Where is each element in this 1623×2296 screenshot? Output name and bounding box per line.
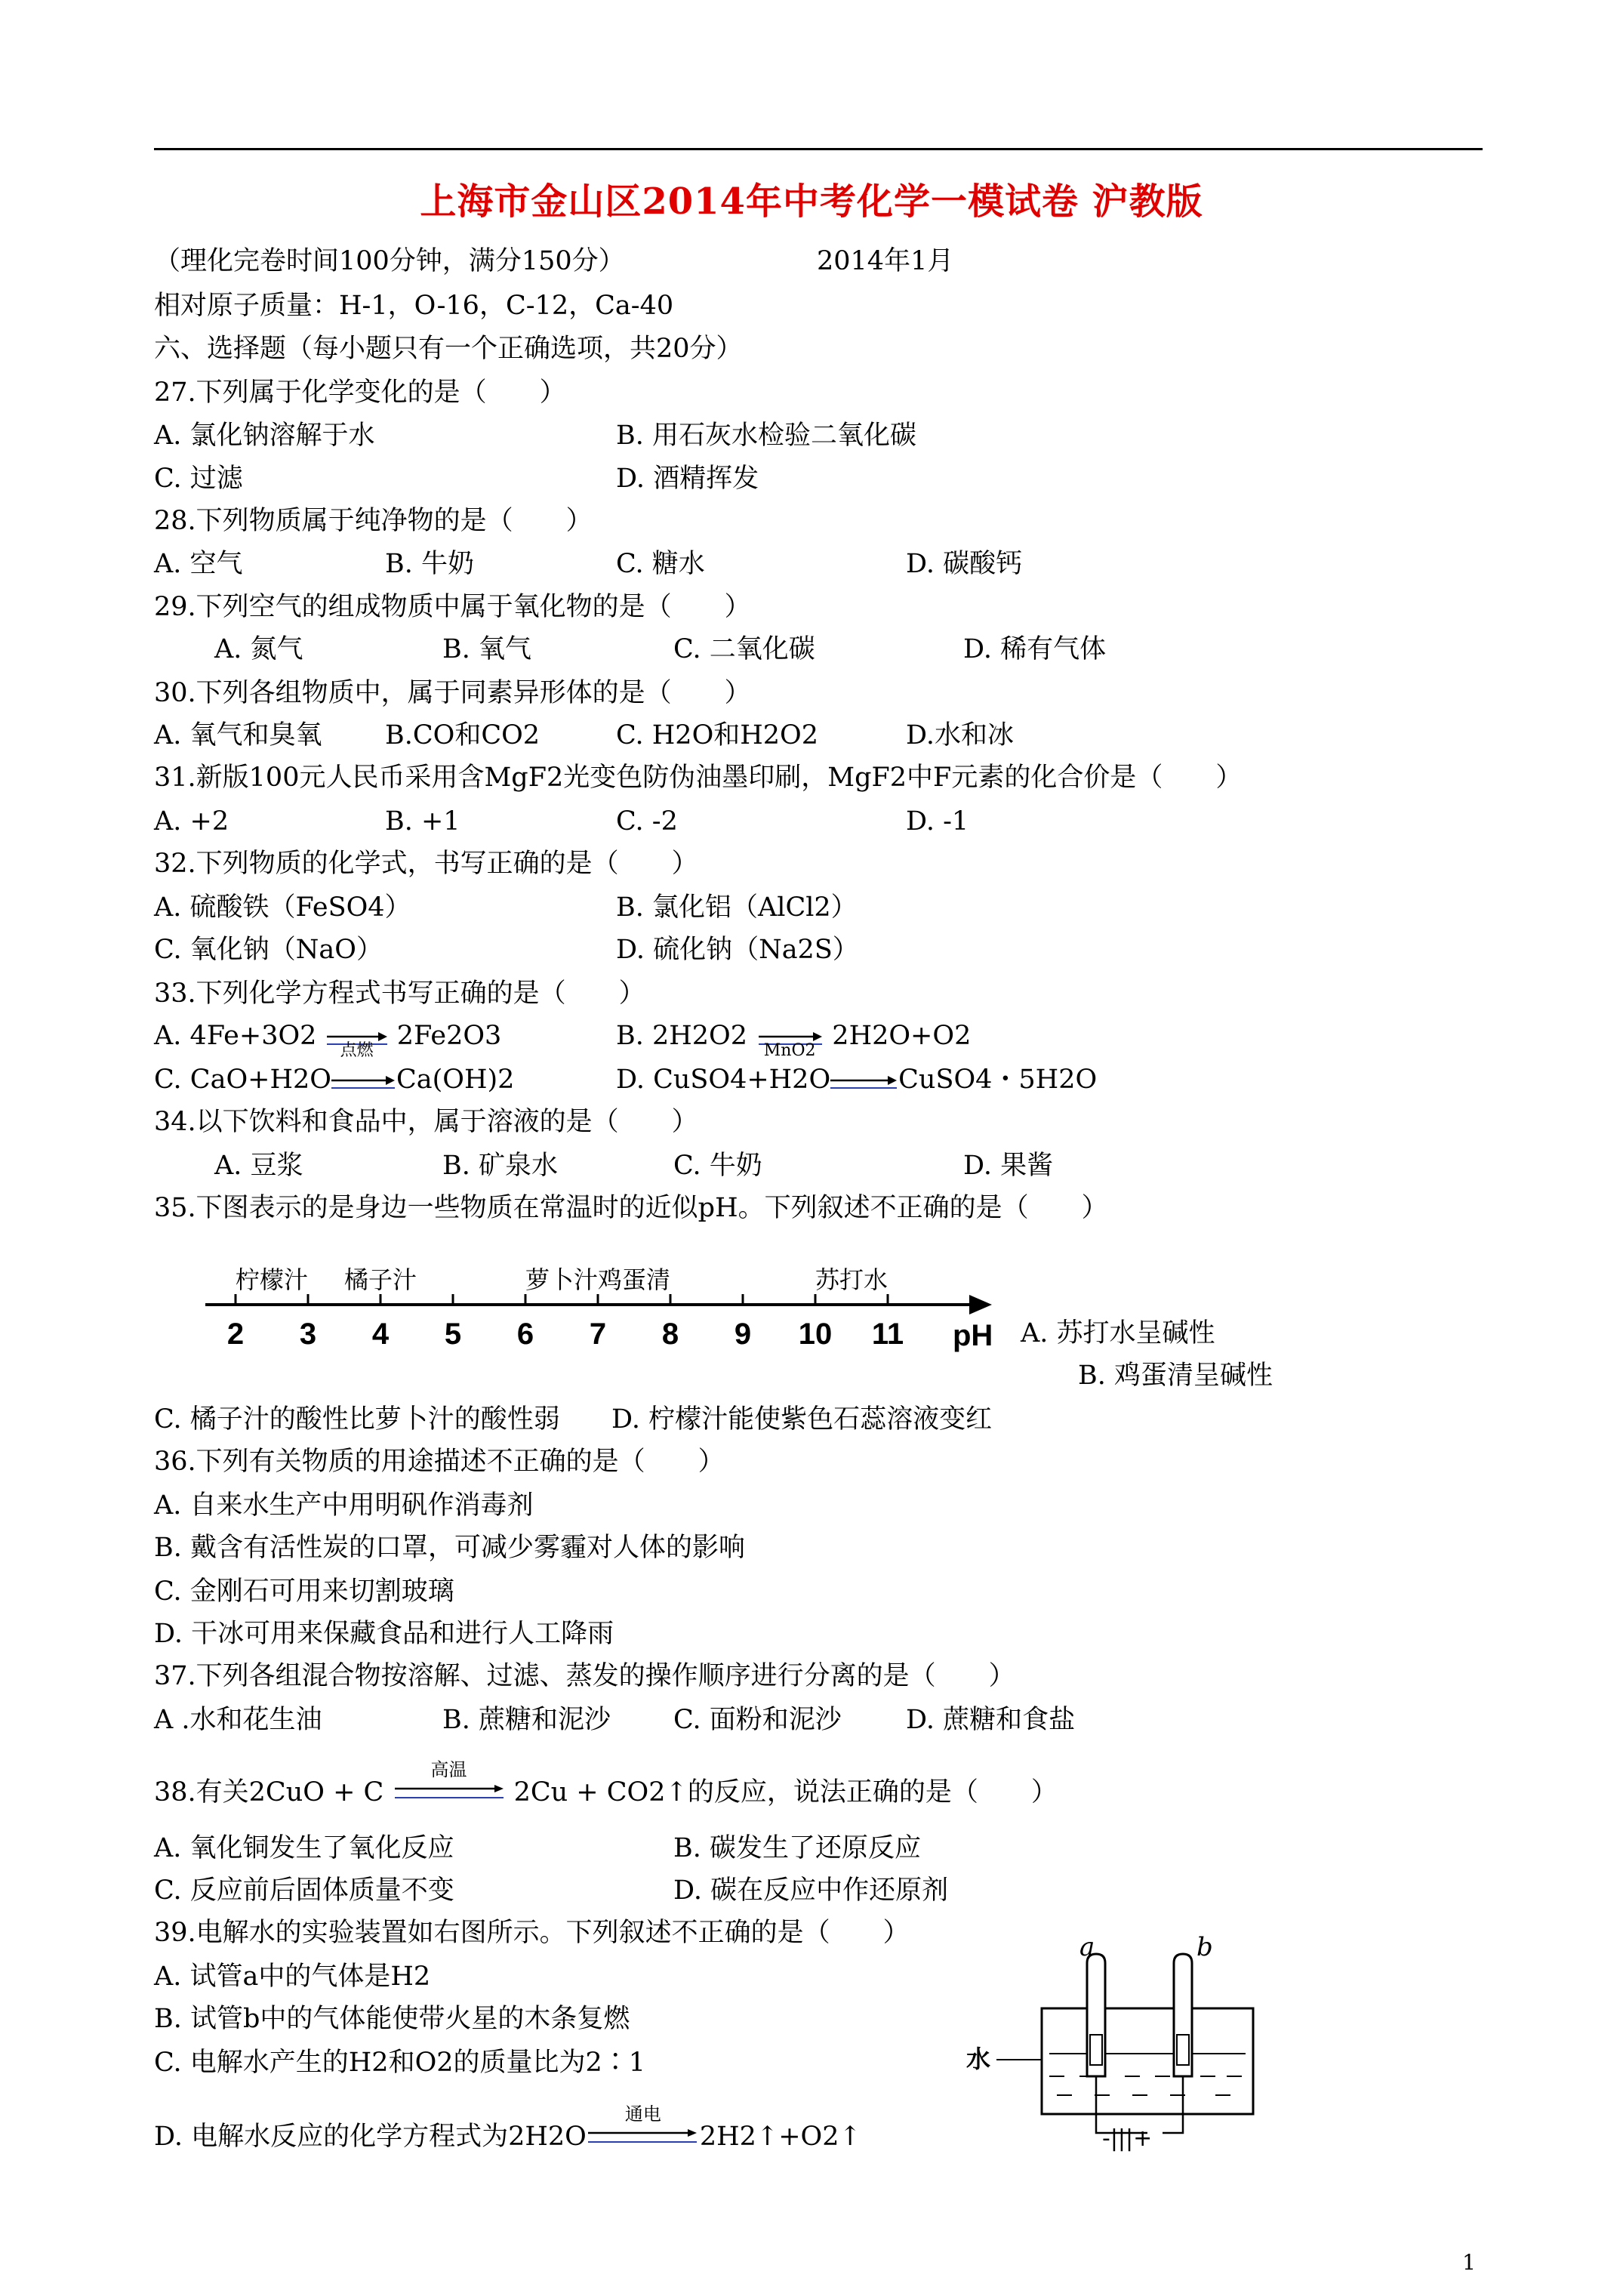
q31-option-b[interactable]: B. +1 (385, 806, 460, 837)
arrow-icon (830, 1070, 898, 1089)
ph-tick-label: 9 (734, 1318, 752, 1351)
arrow-icon (392, 1786, 505, 1801)
question-36-stem: 36.下列有关物质的用途描述不正确的是（ ） (154, 1447, 725, 1477)
q37-option-d[interactable]: D. 蔗糖和食盐 (906, 1705, 1076, 1735)
electrolysis-apparatus-figure (966, 1932, 1283, 2152)
q39-option-c[interactable]: C. 电解水产生的H2和O2的质量比为2∶1 (154, 2048, 646, 2078)
wire-b (1163, 2076, 1183, 2133)
q33-c-arrow (331, 1065, 396, 1098)
q39-option-d[interactable] (154, 2103, 861, 2153)
q34-option-c[interactable]: C. 牛奶 (673, 1151, 762, 1181)
q36-option-a[interactable]: A. 自来水生产中用明矾作消毒剂 (154, 1490, 534, 1521)
q34-option-a[interactable]: A. 豆浆 (214, 1151, 303, 1181)
wire-a (1096, 2076, 1147, 2133)
q39-d-arrow (587, 2103, 700, 2153)
q38-stem-pre: 38.有关2CuO + C (154, 1777, 384, 1808)
q32-option-b[interactable]: B. 氯化铝（AlCl2） (616, 892, 858, 923)
top-rule (154, 148, 1483, 150)
tube-b-label: b (1196, 1932, 1213, 1962)
q39-d-post: 2H2↑+O2↑ (699, 2122, 861, 2152)
battery-symbol: -|||+ (1102, 2125, 1153, 2152)
question-27-stem: 27.下列属于化学变化的是（ ） (154, 378, 566, 408)
q39-option-a[interactable]: A. 试管a中的气体是H2 (154, 1962, 431, 1992)
q29-option-b[interactable]: B. 氧气 (442, 634, 531, 664)
section-heading: 六、选择题（每小题只有一个正确选项，共20分） (154, 334, 743, 364)
q33-option-c[interactable] (154, 1063, 514, 1098)
q33-a-condition: 点燃 (340, 1040, 374, 1060)
q29-option-c[interactable]: C. 二氧化碳 (673, 634, 815, 664)
water-surface (1049, 2054, 1246, 2095)
ph-substance-label: 鸡蛋清 (597, 1265, 671, 1294)
q33-option-d[interactable] (616, 1063, 1097, 1098)
question-30-stem: 30.下列各组物质中，属于同素异形体的是（ ） (154, 678, 751, 708)
q33-a-products: 2Fe2O3 (396, 1021, 502, 1051)
ph-tick-label: 10 (798, 1318, 833, 1351)
q33-b-label: B. (616, 1021, 652, 1051)
q33-a-arrow (325, 1021, 389, 1060)
ph-substance-label: 苏打水 (815, 1265, 888, 1294)
q33-b-products: 2H2O+O2 (832, 1021, 972, 1051)
arrow-icon (587, 2130, 700, 2145)
q32-option-c[interactable]: C. 氧化钠（NaO） (154, 935, 383, 965)
q33-d-label: D. (616, 1065, 654, 1095)
q27-option-a[interactable]: A. 氯化钠溶解于水 (154, 421, 375, 451)
q35-option-c[interactable]: C. 橘子汁的酸性比萝卜汁的酸性弱 (154, 1404, 560, 1435)
question-38-stem (154, 1759, 1058, 1809)
q32-option-d[interactable]: D. 硫化钠（Na2S） (616, 935, 859, 965)
ph-tick-label: 8 (661, 1318, 679, 1351)
question-29-stem: 29.下列空气的组成物质中属于氧化物的是（ ） (154, 592, 751, 622)
q30-option-d[interactable]: D.水和冰 (906, 720, 1014, 750)
question-33-stem: 33.下列化学方程式书写正确的是（ ） (154, 978, 645, 1009)
q38-option-c[interactable]: C. 反应前后固体质量不变 (154, 1875, 454, 1906)
ph-scale-figure (198, 1253, 1006, 1351)
exam-date: 2014年1月 (817, 246, 954, 276)
q33-d-arrow (830, 1065, 898, 1098)
q31-option-d[interactable]: D. -1 (906, 806, 969, 837)
q37-option-c[interactable]: C. 面粉和泥沙 (673, 1705, 842, 1735)
ph-tick-label: 4 (371, 1318, 390, 1351)
q30-option-b[interactable]: B.CO和CO2 (385, 720, 540, 750)
atomic-mass: 相对原子质量：H-1，O-16，C-12，Ca-40 (154, 291, 674, 321)
q33-b-arrow (756, 1021, 824, 1060)
q33-a-label: A. (154, 1021, 190, 1051)
q35-option-a[interactable]: A. 苏打水呈碱性 (1021, 1318, 1215, 1348)
tube-a-label: a (1079, 1932, 1095, 1962)
question-35-stem: 35.下图表示的是身边一些物质在常温时的近似pH。下列叙述不正确的是（ ） (154, 1193, 1108, 1223)
q33-b-reactants: 2H2O2 (651, 1021, 748, 1051)
q32-option-a[interactable]: A. 硫酸铁（FeSO4） (154, 892, 411, 923)
q38-option-b[interactable]: B. 碳发生了还原反应 (673, 1833, 921, 1863)
ph-tick-label: 3 (299, 1318, 317, 1351)
ph-tick-label: 11 (871, 1318, 904, 1351)
q39-d-pre: D. 电解水反应的化学方程式为2H2O (154, 2122, 587, 2152)
ph-unit-label: pH (953, 1319, 993, 1352)
q39-d-condition: 通电 (624, 2103, 661, 2125)
q27-option-b[interactable]: B. 用石灰水检验二氧化碳 (616, 421, 916, 451)
q28-option-a[interactable]: A. 空气 (154, 549, 243, 579)
ph-tick-label: 6 (516, 1318, 534, 1351)
q31-option-c[interactable]: C. -2 (616, 806, 678, 837)
ph-substance-label: 萝卜汁 (525, 1265, 599, 1294)
q27-option-c[interactable]: C. 过滤 (154, 464, 243, 494)
question-34-stem: 34.以下饮料和食品中，属于溶液的是（ ） (154, 1107, 698, 1137)
q36-option-c[interactable]: C. 金刚石可用来切割玻璃 (154, 1576, 454, 1607)
q33-a-reactants: 4Fe+3O2 (189, 1021, 317, 1051)
q28-option-b[interactable]: B. 牛奶 (385, 549, 474, 579)
q28-option-d[interactable]: D. 碳酸钙 (906, 549, 1023, 579)
q27-option-d[interactable]: D. 酒精挥发 (616, 464, 759, 494)
q29-option-d[interactable]: D. 稀有气体 (963, 634, 1107, 664)
ph-tick-label: 7 (589, 1318, 607, 1351)
page-title: 上海市金山区2014年中考化学一模试卷 沪教版 (420, 180, 1203, 223)
ph-tick-label: 5 (444, 1318, 462, 1351)
q38-stem-post: 2Cu + CO2↑的反应，说法正确的是（ ） (513, 1777, 1058, 1808)
page-number: 1 (1462, 2250, 1476, 2275)
q30-option-c[interactable]: C. H2O和H2O2 (616, 720, 819, 750)
ph-substance-label: 橘子汁 (343, 1265, 417, 1294)
q34-option-d[interactable]: D. 果酱 (963, 1151, 1054, 1181)
q38-option-d[interactable]: D. 碳在反应中作还原剂 (673, 1875, 949, 1906)
q34-option-b[interactable]: B. 矿泉水 (442, 1151, 558, 1181)
q39-option-b[interactable]: B. 试管b中的气体能使带火星的木条复燃 (154, 2004, 630, 2034)
q38-arrow (392, 1759, 505, 1809)
q28-option-c[interactable]: C. 糖水 (616, 549, 705, 579)
exam-info: （理化完卷时间100分钟，满分150分） (154, 246, 625, 276)
q36-option-d[interactable]: D. 干冰可用来保藏食品和进行人工降雨 (154, 1619, 614, 1649)
q37-option-a[interactable]: A .水和花生油 (154, 1705, 322, 1735)
question-37-stem: 37.下列各组混合物按溶解、过滤、蒸发的操作顺序进行分离的是（ ） (154, 1661, 1015, 1691)
q33-d-reactants: CuSO4+H2O (653, 1065, 831, 1095)
q35-option-d[interactable]: D. 柠檬汁能使紫色石蕊溶液变红 (611, 1404, 993, 1435)
q33-option-a[interactable] (154, 1019, 502, 1060)
q33-d-products: CuSO4・5H2O (898, 1065, 1098, 1095)
question-39-stem: 39.电解水的实验装置如右图所示。下列叙述不正确的是（ ） (154, 1918, 910, 1948)
ph-substance-label: 柠檬汁 (235, 1265, 309, 1294)
q33-c-label: C. (154, 1065, 190, 1095)
q35-option-b[interactable]: B. 鸡蛋清呈碱性 (1078, 1361, 1273, 1391)
q33-option-b[interactable] (616, 1019, 972, 1060)
arrow-icon (331, 1070, 396, 1089)
q38-condition: 高温 (430, 1759, 467, 1780)
q33-c-products: Ca(OH)2 (396, 1065, 515, 1095)
q37-option-b[interactable]: B. 蔗糖和泥沙 (442, 1705, 611, 1735)
q36-option-b[interactable]: B. 戴含有活性炭的口罩，可减少雾霾对人体的影响 (154, 1533, 745, 1563)
q38-option-a[interactable]: A. 氧化铜发生了氧化反应 (154, 1833, 454, 1863)
q30-option-a[interactable]: A. 氧气和臭氧 (154, 720, 322, 750)
q31-option-a[interactable]: A. +2 (154, 806, 229, 837)
ph-tick-label: 2 (226, 1318, 245, 1351)
ph-axis-arrow-icon (969, 1295, 992, 1314)
question-31-stem: 31.新版100元人民币采用含MgF2光变色防伪油墨印刷，MgF2中F元素的化合价是（ ） (154, 763, 1243, 793)
q33-c-reactants: CaO+H2O (189, 1065, 331, 1095)
water-trough (1042, 2008, 1253, 2114)
question-28-stem: 28.下列物质属于纯净物的是（ ） (154, 506, 593, 536)
q33-b-condition: MnO2 (763, 1040, 816, 1060)
q29-option-a[interactable]: A. 氮气 (214, 634, 303, 664)
water-label: 水 (966, 2045, 991, 2073)
question-32-stem: 32.下列物质的化学式，书写正确的是（ ） (154, 849, 698, 879)
